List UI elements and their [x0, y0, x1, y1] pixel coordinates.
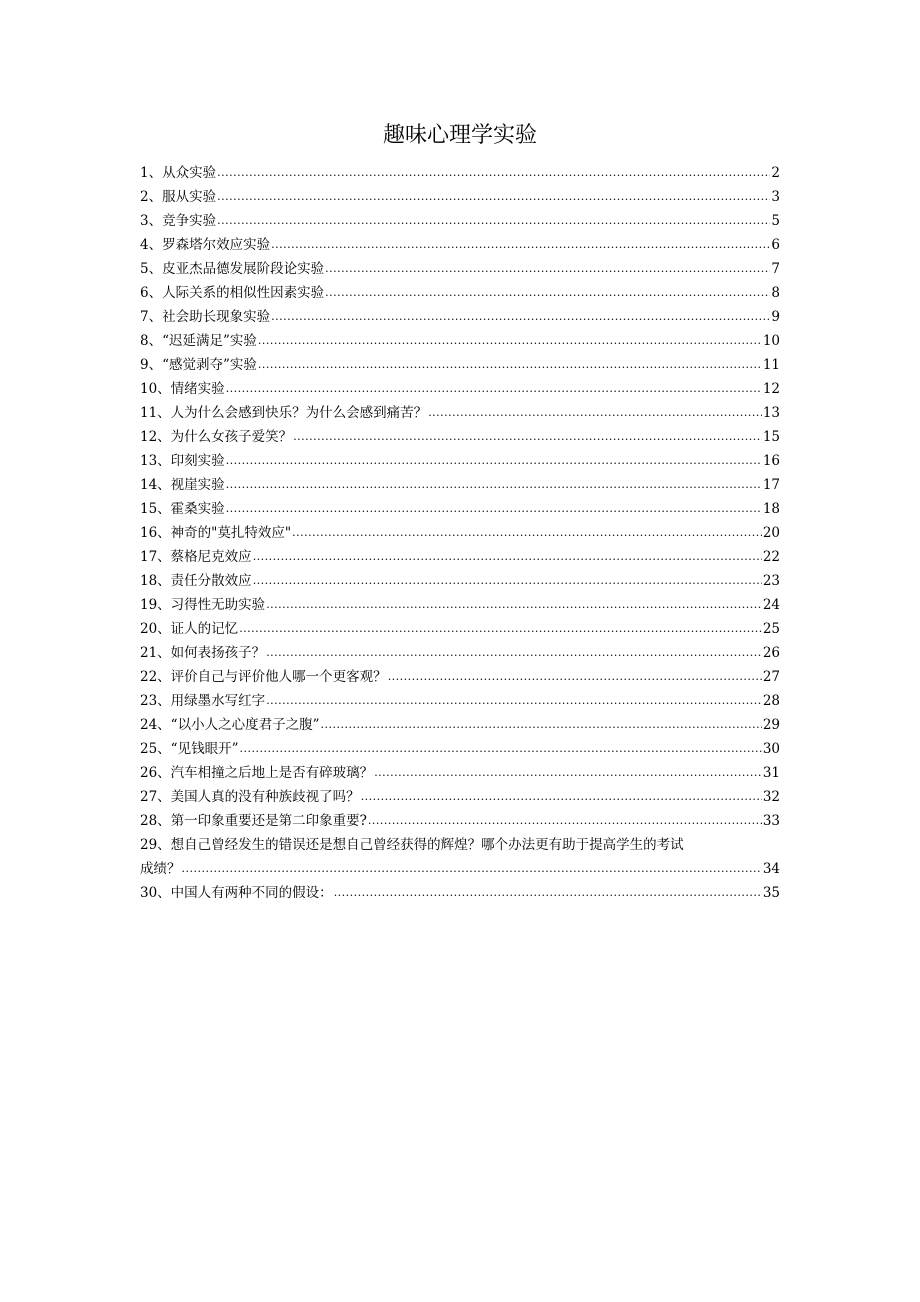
toc-entry-label: 25、“见钱眼开”	[140, 741, 239, 757]
toc-entry-label: 16、神奇的"莫扎特效应"	[140, 525, 292, 541]
toc-entry-21[interactable]	[140, 641, 780, 665]
toc-page-number: 8	[771, 285, 780, 301]
toc-entry-4[interactable]	[140, 233, 780, 257]
dot-leader	[271, 305, 770, 329]
toc-page-number: 18	[762, 501, 780, 517]
dot-leader	[428, 401, 762, 425]
toc-entry-first-line	[140, 833, 780, 857]
toc-entry-label: 14、视崖实验	[140, 477, 225, 493]
toc-entry-1[interactable]	[140, 161, 780, 185]
toc-entry-13[interactable]	[140, 449, 780, 473]
toc-page-number: 10	[762, 333, 780, 349]
dot-leader	[361, 785, 762, 809]
toc-entry-label: 4、罗森塔尔效应实验	[140, 237, 271, 253]
toc-entry-label: 19、习得性无助实验	[140, 597, 266, 613]
toc-page-number: 7	[771, 261, 780, 277]
toc-page-number: 27	[762, 669, 780, 685]
dot-leader	[266, 641, 762, 665]
toc-entry-label: 10、情绪实验	[140, 381, 225, 397]
toc-entry-label: 6、人际关系的相似性因素实验	[140, 285, 325, 301]
toc-entry-label: 27、美国人真的没有种族歧视了吗？	[140, 789, 360, 805]
toc-entry-label: 12、为什么女孩子爱笑？	[140, 429, 293, 445]
toc-page-number: 15	[762, 429, 780, 445]
toc-page-number: 5	[771, 213, 780, 229]
toc-entry-23[interactable]	[140, 689, 780, 713]
toc-entry-8[interactable]	[140, 329, 780, 353]
toc-page-number: 29	[762, 717, 780, 733]
toc-page-number: 3	[771, 189, 780, 205]
toc-page-number: 9	[771, 309, 780, 325]
toc-entry-label: 2、服从实验	[140, 189, 217, 205]
toc-entry-label: 9、“感觉剥夺”实验	[140, 357, 257, 373]
toc-entry-24[interactable]	[140, 713, 780, 737]
dot-leader	[217, 161, 770, 185]
toc-entry-label: 11、人为什么会感到快乐？为什么会感到痛苦？	[140, 405, 428, 421]
toc-page-number: 35	[762, 885, 780, 901]
toc-entry-label: 18、责任分散效应	[140, 573, 252, 589]
toc-entry-9[interactable]	[140, 353, 780, 377]
toc-page-number: 34	[762, 861, 780, 877]
toc-entry-18[interactable]	[140, 569, 780, 593]
toc-page-number: 25	[762, 621, 780, 637]
toc-entry-5[interactable]	[140, 257, 780, 281]
dot-leader	[239, 737, 761, 761]
dot-leader	[226, 449, 762, 473]
dot-leader	[258, 329, 762, 353]
toc-entry-17[interactable]	[140, 545, 780, 569]
toc-page-number: 23	[762, 573, 780, 589]
toc-page-number: 28	[762, 693, 780, 709]
toc-entry-label: 3、竞争实验	[140, 213, 217, 229]
dot-leader	[253, 545, 762, 569]
toc-page-number: 30	[762, 741, 780, 757]
page-title: 趣味心理学实验	[382, 123, 537, 148]
dot-leader	[325, 257, 770, 281]
toc-entry-16[interactable]	[140, 521, 780, 545]
dot-leader	[271, 233, 770, 257]
toc-entry-28[interactable]	[140, 809, 780, 833]
dot-leader	[239, 617, 762, 641]
toc-entry-25[interactable]	[140, 737, 780, 761]
toc-entry-label: 23、用绿墨水写红字	[140, 693, 266, 709]
toc-page-number: 17	[762, 477, 780, 493]
dot-leader	[293, 425, 762, 449]
toc-entry-label: 22、评价自己与评价他人哪一个更客观？	[140, 669, 387, 685]
dot-leader	[217, 209, 770, 233]
toc-entry-7[interactable]	[140, 305, 780, 329]
dot-leader	[226, 473, 762, 497]
toc-entry-3[interactable]	[140, 209, 780, 233]
toc-page-number: 20	[762, 525, 780, 541]
dot-leader	[266, 689, 762, 713]
toc-page-number: 26	[762, 645, 780, 661]
toc-entry-label: 7、社会助长现象实验	[140, 309, 271, 325]
toc-entry-label: 5、皮亚杰品德发展阶段论实验	[140, 261, 325, 277]
toc-entry-22[interactable]	[140, 665, 780, 689]
toc-entry-label: 15、霍桑实验	[140, 501, 225, 517]
toc-entry-label: 28、第一印象重要还是第二印象重要?	[140, 813, 367, 829]
dot-leader	[226, 377, 762, 401]
dot-leader	[292, 521, 762, 545]
dot-leader	[182, 857, 762, 881]
toc-entry-30[interactable]	[140, 881, 780, 905]
toc-entry-12[interactable]	[140, 425, 780, 449]
toc-entry-19[interactable]	[140, 593, 780, 617]
toc-entry-11[interactable]	[140, 401, 780, 425]
dot-leader	[258, 353, 762, 377]
toc-entry-label: 30、中国人有两种不同的假设：	[140, 885, 333, 901]
dot-leader	[368, 809, 762, 833]
dot-leader	[217, 185, 770, 209]
toc-entry-label: 29、想自己曾经发生的错误还是想自己曾经获得的辉煌？哪个办法更有助于提高学生的考试	[140, 837, 684, 853]
toc-entry-label-continued: 成绩？	[140, 861, 181, 877]
toc-entry-label: 26、汽车相撞之后地上是否有碎玻璃？	[140, 765, 374, 781]
toc-page-number: 16	[762, 453, 780, 469]
toc-page-number: 24	[762, 597, 780, 613]
toc-page-number: 6	[771, 237, 780, 253]
toc-entry-label: 17、蔡格尼克效应	[140, 549, 252, 565]
dot-leader	[253, 569, 762, 593]
toc-entry-2[interactable]	[140, 185, 780, 209]
toc-entry-27[interactable]	[140, 785, 780, 809]
toc-entry-second-line	[140, 857, 780, 881]
toc-entry-20[interactable]	[140, 617, 780, 641]
toc-entry-label: 20、证人的记忆	[140, 621, 239, 637]
toc-entry-label: 24、“以小人之心度君子之腹”	[140, 717, 320, 733]
toc-page-number: 31	[762, 765, 780, 781]
toc-entry-6[interactable]	[140, 281, 780, 305]
toc-entry-label: 21、如何表扬孩子？	[140, 645, 266, 661]
dot-leader	[320, 713, 761, 737]
toc-entry-26[interactable]	[140, 761, 780, 785]
dot-leader	[334, 881, 762, 905]
toc-entry-29[interactable]	[140, 833, 780, 881]
toc-entry-15[interactable]	[140, 497, 780, 521]
toc-page-number: 13	[762, 405, 780, 421]
dot-leader	[374, 761, 762, 785]
toc-entry-label: 13、印刻实验	[140, 453, 225, 469]
toc-page-number: 33	[762, 813, 780, 829]
dot-leader	[226, 497, 762, 521]
dot-leader	[325, 281, 770, 305]
toc-page-number: 22	[762, 549, 780, 565]
toc-entry-label: 1、从众实验	[140, 165, 217, 181]
toc-entry-10[interactable]	[140, 377, 780, 401]
toc-entry-14[interactable]	[140, 473, 780, 497]
dot-leader	[388, 665, 762, 689]
toc-page-number: 32	[762, 789, 780, 805]
toc-page-number: 12	[762, 381, 780, 397]
toc-page-number: 11	[762, 357, 780, 373]
table-of-contents	[140, 161, 780, 905]
toc-entry-label: 8、“迟延满足”实验	[140, 333, 257, 349]
toc-page-number: 2	[771, 165, 780, 181]
dot-leader	[266, 593, 762, 617]
